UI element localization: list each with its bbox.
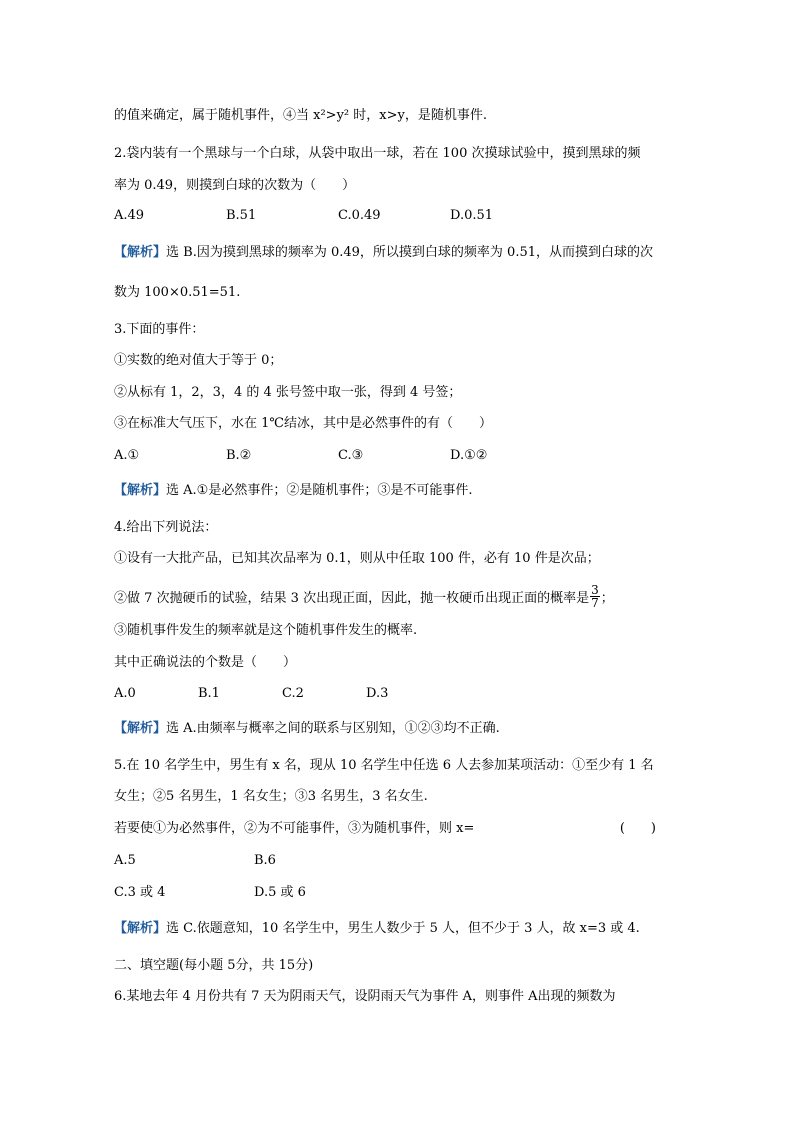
option-a: A.0 [114,686,136,701]
fraction-denominator: 7 [591,596,599,610]
analysis-text: 选 C.依题意知，10 名学生中，男生人数少于 5 人，但不少于 3 人，故 x=3 或 4. [166,921,640,936]
option-a: A.49 [114,208,145,223]
option-b: B.1 [198,686,220,701]
question-4-item-2 [114,583,734,611]
question-3-options [114,447,734,465]
option-c: C.2 [282,686,304,701]
answer-paren: ( ) [619,821,656,836]
question-3-item-3: ③在标准大气压下，水在 1℃结冰，其中是必然事件的有（ ） [114,416,492,431]
question-text: 若要使①为必然事件，②为不可能事件，③为随机事件，则 x= [114,821,475,836]
question-2-options [114,207,734,225]
analysis-tag: 【解析】 [114,483,167,498]
question-5-options-row-1 [114,852,734,870]
option-c: C.③ [338,448,364,463]
section-heading: 二、填空题(每小题 5分，共 15分) [114,958,314,973]
fraction-numerator: 3 [591,583,599,597]
option-a: A.① [114,448,140,463]
option-b: B.6 [254,853,276,868]
question-3-item-1: ①实数的绝对值大于等于 0； [114,353,283,368]
question-2-stem-cont: 率为 0.49，则摸到白球的次数为（ ） [114,178,356,193]
question-4-item-1: ①设有一大批产品，已知其次品率为 0.1，则从中任取 100 件，必有 10 件是次品； [114,551,600,566]
analysis-text: 选 A.由频率与概率之间的联系与区别知，①②③均不正确. [166,721,500,736]
question-3-item-2: ②从标有 1，2，3，4 的 4 张号签中取一张，得到 4 号签； [114,385,462,400]
analysis-text: 选 B.因为摸到黑球的频率为 0.49，所以摸到白球的频率为 0.51，从而摸到白球的次 [166,245,653,260]
question-2-analysis-cont: 数为 100×0.51=51. [114,285,241,300]
question-6-stem: 6.某地去年 4 月份共有 7 天为阴雨天气，设阴雨天气为事件 A，则事件 A出现的频数为 [114,989,616,1004]
question-4-item-3: ③随机事件发生的频率就是这个随机事件发生的概率. [114,623,418,638]
text-line: 的值来确定，属于随机事件，④当 x²>y² 时，x>y，是随机事件. [114,108,487,123]
analysis-tag: 【解析】 [114,921,167,936]
question-2-analysis [114,244,734,262]
question-5-question [114,820,734,838]
question-5-stem-cont: 女生；②5 名男生，1 名女生；③3 名男生，3 名女生. [114,789,428,804]
option-a: A.5 [114,853,136,868]
question-4-analysis [114,720,734,738]
analysis-tag: 【解析】 [114,245,167,260]
option-d: D.①② [450,448,488,463]
question-3-analysis [114,482,734,500]
analysis-text: 选 A.①是必然事件；②是随机事件；③是不可能事件. [166,483,473,498]
item-2-end: ； [600,591,614,606]
item-2-text: ②做 7 次抛硬币的试验，结果 3 次出现正面，因此，抛一枚硬币出现正面的概率是 [114,591,590,606]
option-d: D.3 [366,686,389,701]
option-d: D.5 或 6 [254,885,306,900]
question-4-question: 其中正确说法的个数是（ ） [114,655,297,670]
question-4-options [114,685,734,703]
question-5-analysis [114,920,734,938]
option-b: B.51 [226,208,257,223]
question-4-stem: 4.给出下列说法： [114,520,218,535]
option-c: C.0.49 [338,208,381,223]
option-d: D.0.51 [450,208,494,223]
option-b: B.② [226,448,252,463]
question-2-stem: 2.袋内装有一个黑球与一个白球，从袋中取出一球，若在 100 次摸球试验中，摸到黑球的频 [114,146,641,161]
question-5-stem: 5.在 10 名学生中，男生有 x 名，现从 10 名学生中任选 6 人去参加某项活动：①至少有 1 名 [114,758,654,773]
option-c: C.3 或 4 [114,885,166,900]
analysis-tag: 【解析】 [114,721,167,736]
question-5-options-row-2 [114,884,734,902]
question-3-stem: 3.下面的事件： [114,322,205,337]
fraction [590,584,600,609]
